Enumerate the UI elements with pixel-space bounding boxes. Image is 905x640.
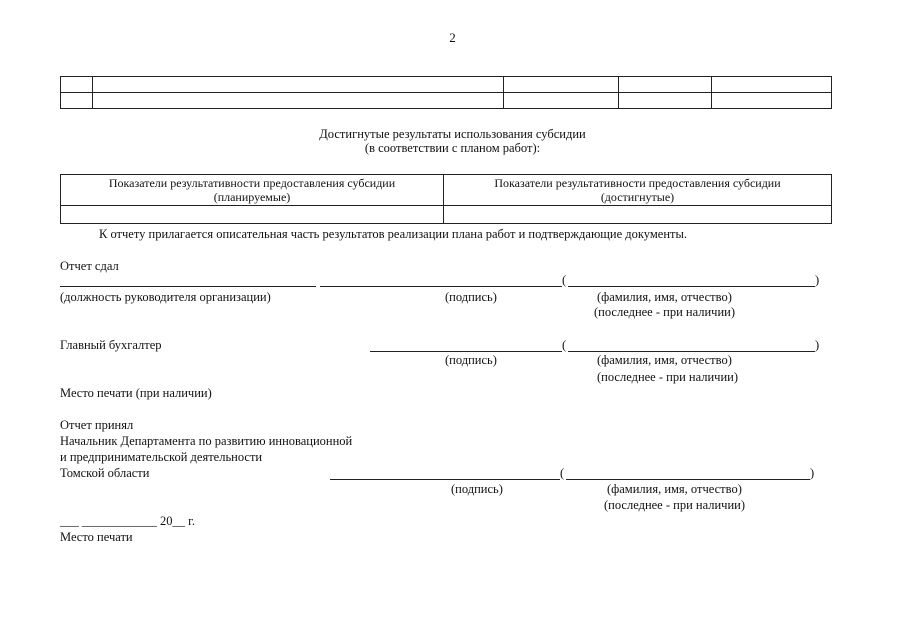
name-caption-line1: (фамилия, имя, отчество) (607, 482, 742, 496)
stamp-label: Место печати (60, 530, 133, 544)
results-table (60, 174, 832, 224)
paren-close: ) (815, 273, 820, 287)
signature-line (330, 479, 560, 480)
name-caption-line1: (фамилия, имя, отчество) (597, 353, 732, 367)
signature-line (370, 351, 562, 352)
signature-caption: (подпись) (451, 482, 503, 496)
position-caption: (должность руководителя организации) (60, 290, 271, 304)
date-line: ___ ____________ 20__ г. (60, 514, 195, 528)
section-title (0, 127, 905, 155)
name-line (566, 479, 810, 480)
name-caption-line2: (последнее - при наличии) (597, 370, 738, 384)
name-line (568, 351, 815, 352)
accepted-position-line3: Томской области (60, 466, 150, 480)
section-title-line1: Достигнутые результаты использования субсидии (319, 127, 586, 141)
table-row (61, 77, 832, 93)
table-row (61, 206, 832, 224)
page-number: 2 (449, 30, 456, 45)
achieved-header: Показатели результативности предоставления субсидии (достигнутые) (444, 175, 832, 206)
name-caption-line2: (последнее - при наличии) (594, 305, 735, 319)
position-line (60, 286, 316, 287)
table-header-row (61, 175, 832, 206)
stamp-optional: Место печати (при наличии) (60, 386, 212, 400)
section-title-line2: (в соответствии с планом работ): (364, 141, 541, 155)
continuation-table (60, 76, 832, 109)
paren-close: ) (815, 338, 820, 352)
table-row (61, 93, 832, 109)
planned-header: Показатели результативности предоставления субсидии (планируемые) (61, 175, 444, 206)
accepted-position-line2: и предпринимательской деятельности (60, 450, 263, 464)
attachment-note: К отчету прилагается описательная часть результатов реализации плана работ и подтверждающие документы. (99, 227, 688, 241)
accepted-position-line1: Начальник Департамента по развитию инновационной (60, 434, 353, 448)
accountant-label: Главный бухгалтер (60, 338, 162, 352)
name-caption-line1: (фамилия, имя, отчество) (597, 290, 732, 304)
paren-open: ( (562, 338, 567, 352)
paren-open: ( (562, 273, 567, 287)
name-caption-line2: (последнее - при наличии) (604, 498, 745, 512)
signature-caption: (подпись) (445, 353, 497, 367)
signature-line (320, 286, 562, 287)
name-line (568, 286, 815, 287)
paren-open: ( (560, 466, 565, 480)
accepted-label: Отчет принял (60, 418, 134, 432)
paren-close: ) (810, 466, 815, 480)
signature-caption: (подпись) (445, 290, 497, 304)
submitted-label: Отчет сдал (60, 259, 119, 273)
